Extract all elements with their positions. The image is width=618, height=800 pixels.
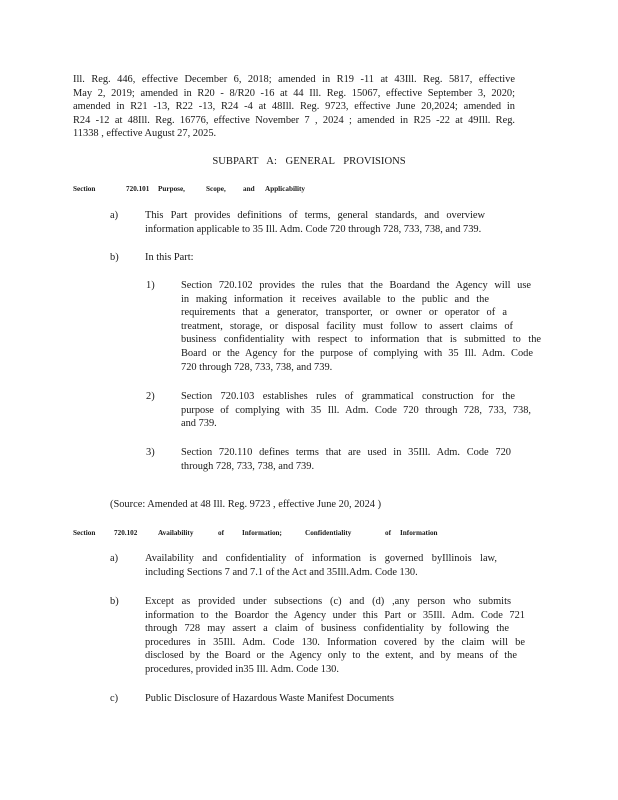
source-note-text: (Source: Amended at 48 Ill. Reg. 9723 , effective June 20, 2024 ) — [110, 499, 382, 510]
subsection-label: a) — [110, 210, 119, 221]
section-title-word: of — [385, 529, 391, 537]
section-number: 720.101 — [126, 185, 150, 193]
history-line: Ill. Reg. 446, effective December 6, 2018; amended in R19 -11 at 43Ill. Reg. 5817, effective — [73, 74, 515, 85]
subsection-label: c) — [110, 693, 119, 704]
text-line: Public Disclosure of Hazardous Waste Manifest Documents — [145, 693, 394, 704]
text-line: This Part provides definitions of terms, general standards, and overview — [145, 210, 485, 221]
section-heading-720-101 — [0, 183, 618, 195]
subsection-c-text — [145, 692, 445, 706]
text-line: in making information it receives available to the public and the — [181, 293, 489, 305]
text-line: through 728, 733, 738, and 739. — [181, 460, 315, 472]
paragraph-2-text — [181, 390, 531, 431]
section-title-word: Confidentiality — [305, 529, 352, 537]
paragraph-1-text — [181, 279, 541, 374]
text-line: procedures in 35Ill. Adm. Code 130. Information covered by the claim will be — [145, 636, 525, 648]
paragraph-label: 3) — [146, 447, 155, 458]
section-title-word: Availability — [158, 529, 194, 537]
text-line: In this Part: — [145, 252, 194, 263]
section-label: Section — [73, 529, 96, 537]
subsection-b-text — [145, 251, 245, 265]
text-line: Section 720.110 defines terms that are used in 35Ill. Adm. Code 720 — [181, 447, 511, 458]
text-line: requirements that a generator, transporter, or owner or operator of a — [181, 307, 507, 319]
text-line: 720 through 728, 733, 738, and 739. — [181, 361, 333, 373]
text-line: including Sections 7 and 7.1 of the Act and 35Ill.Adm. Code 130. — [145, 566, 418, 578]
subsection-label: a) — [110, 553, 119, 564]
text-line: treatment, storage, or disposal facility must follow to assert claims of — [181, 320, 513, 332]
text-line: Section 720.102 provides the rules that the Boardand the Agency will use — [181, 280, 531, 291]
text-line: disclosed by the Board or the Agency only to the extent, and by means of the — [145, 650, 517, 662]
text-line: procedures, provided in35 Ill. Adm. Code 130. — [145, 663, 339, 675]
text-line: through 728 may assert a claim of business confidentiality by following the — [145, 623, 509, 635]
section-heading-720-102 — [0, 527, 618, 539]
subsection-a-text — [145, 552, 505, 579]
history-line: 11338 , effective August 27, 2025. — [73, 128, 217, 140]
subpart-heading: SUBPART A: GENERAL PROVISIONS — [212, 156, 406, 167]
paragraph-label: 1) — [146, 280, 155, 291]
section-title-word: of — [218, 529, 224, 537]
section-title-word: Scope, — [206, 185, 226, 193]
text-line: and 739. — [181, 418, 217, 430]
text-line: purpose of complying with 35 Ill. Adm. Code 720 through 728, 733, 738, — [181, 404, 531, 416]
history-line: amended in R21 -13, R22 -13, R24 -4 at 48Ill. Reg. 9723, effective June 20,2024; amended in — [73, 101, 515, 113]
subsection-label: b) — [110, 596, 119, 607]
history-line: R24 -12 at 48Ill. Reg. 16776, effective November 7 , 2024 ; amended in R25 -22 at 49Ill. Reg. — [73, 114, 515, 126]
section-title-word: Information — [400, 529, 438, 537]
subsection-b-text — [145, 595, 525, 677]
paragraph-label: 2) — [146, 391, 155, 402]
subsection-a-text — [145, 209, 533, 236]
section-title-word: and — [243, 185, 255, 193]
text-line: information applicable to 35 Ill. Adm. Code 720 through 728, 733, 738, and 739. — [145, 223, 482, 235]
text-line: information to the Boardor the Agency under this Part or 35Ill. Adm. Code 721 — [145, 609, 525, 621]
history-paragraph — [73, 73, 515, 141]
source-note — [110, 498, 381, 512]
paragraph-3-text — [181, 446, 511, 473]
section-label: Section — [73, 185, 96, 193]
subsection-label: b) — [110, 252, 119, 263]
history-line: May 2, 2019; amended in R20 - 8/R20 -16 at 44 Ill. Reg. 15067, effective September 3, 2020; — [73, 87, 515, 99]
section-title-word: Purpose, — [158, 185, 185, 193]
text-line: Availability and confidentiality of information is governed byIllinois law, — [145, 553, 497, 564]
text-line: Section 720.103 establishes rules of grammatical construction for the — [181, 391, 515, 402]
text-line: business confidentiality with respect to information that is submitted to the — [181, 334, 541, 346]
section-title-word: Applicability — [265, 185, 305, 193]
text-line: Board or the Agency for the purpose of complying with 35 Ill. Adm. Code — [181, 347, 533, 359]
text-line: Except as provided under subsections (c) and (d) ,any person who submits — [145, 596, 511, 607]
section-number: 720.102 — [114, 529, 138, 537]
section-title-word: Information; — [242, 529, 282, 537]
